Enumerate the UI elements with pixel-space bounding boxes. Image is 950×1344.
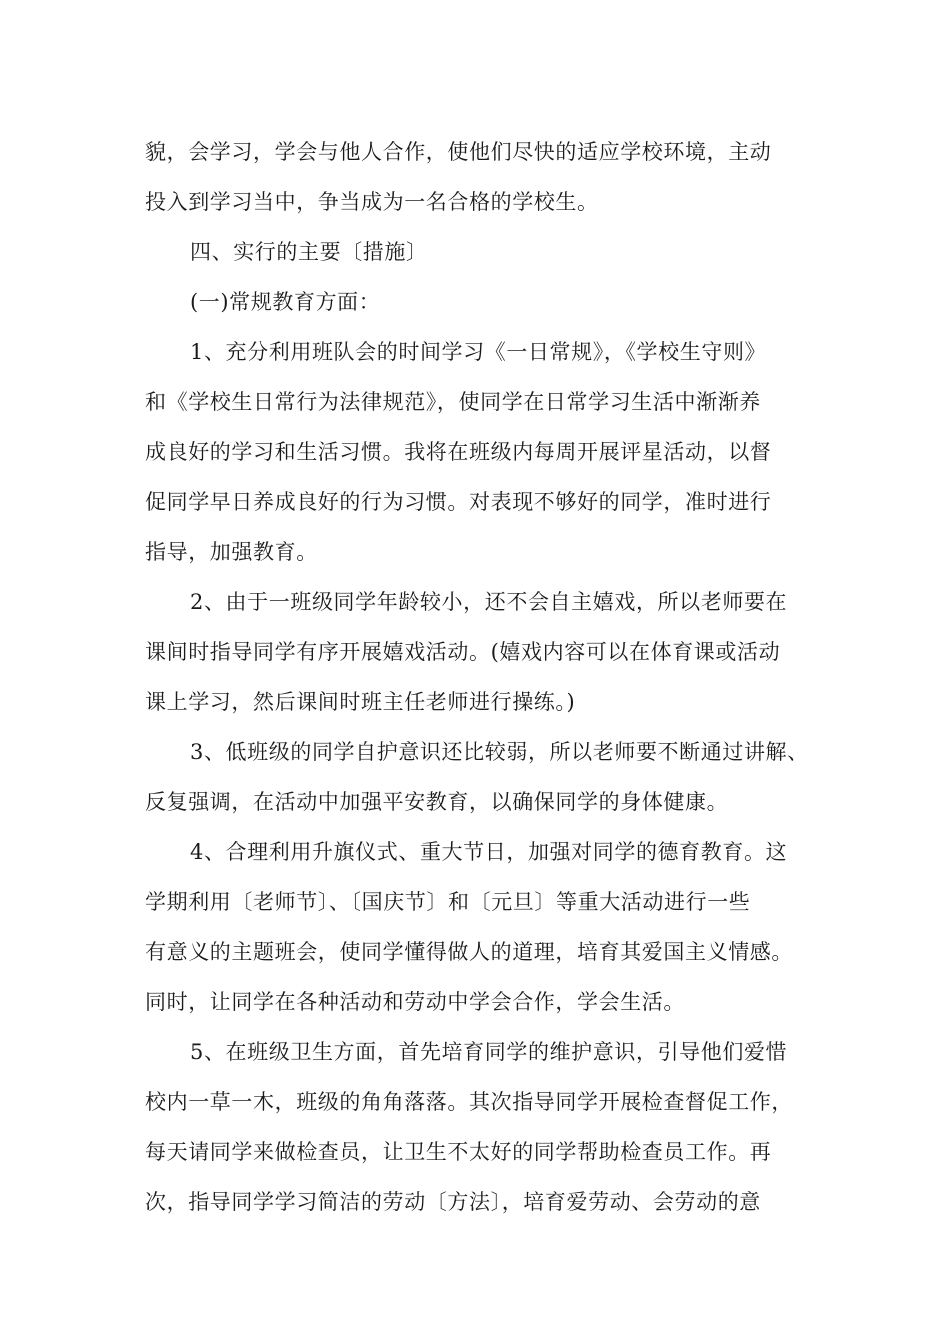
- text-line: 4、合理利用升旗仪式、重大节日，加强对同学的德育教育。这: [190, 840, 788, 864]
- text-line: 每天请同学来做检查员，让卫生不太好的同学帮助检查员工作。再: [145, 1140, 772, 1164]
- text-line: 2、由于一班级同学年龄较小，还不会自主嬉戏，所以老师要在: [190, 590, 788, 614]
- text-line: 5、在班级卫生方面，首先培育同学的维护意识，引导他们爱惜: [190, 1040, 788, 1064]
- text-line: 次，指导同学学习简洁的劳动〔方法〕，培育爱劳动、会劳动的意: [145, 1190, 761, 1214]
- text-line: 有意义的主题班会，使同学懂得做人的道理，培育其爱国主义情感。: [145, 940, 793, 964]
- text-line: 貌，会学习，学会与他人合作，使他们尽快的适应学校环境，主动: [145, 140, 772, 164]
- text-line: 校内一草一木，班级的角角落落。其次指导同学开展检查督促工作，: [145, 1090, 793, 1114]
- text-line: 和《学校生日常行为法律规范》，使同学在日常学习生活中渐渐养: [145, 390, 761, 414]
- text-line: 同时，让同学在各种活动和劳动中学会合作，学会生活。: [145, 990, 685, 1014]
- text-line: 学期利用〔老师节〕、〔国庆节〕和〔元旦〕等重大活动进行一些: [145, 890, 751, 914]
- text-line: 1、充分利用班队会的时间学习《一日常规》，《学校生守则》: [190, 340, 767, 364]
- text-line: 成良好的学习和生活习惯。我将在班级内每周开展评星活动，以督: [145, 440, 772, 464]
- text-line: 反复强调，在活动中加强平安教育，以确保同学的身体健康。: [145, 790, 729, 814]
- text-line: 投入到学习当中，争当成为一名合格的学校生。: [145, 190, 599, 214]
- text-line: 3、低班级的同学自护意识还比较弱，所以老师要不断通过讲解、: [190, 740, 809, 764]
- section-heading: 四、实行的主要〔措施〕: [190, 240, 428, 264]
- text-line: 课间时指导同学有序开展嬉戏活动。(嬉戏内容可以在体育课或活动: [145, 640, 781, 664]
- text-line: 指导，加强教育。: [145, 540, 318, 564]
- text-line: 课上学习，然后课间时班主任老师进行操练。): [145, 690, 576, 714]
- subsection-heading: (一)常规教育方面：: [190, 290, 381, 314]
- text-line: 促同学早日养成良好的行为习惯。对表现不够好的同学，准时进行: [145, 490, 772, 514]
